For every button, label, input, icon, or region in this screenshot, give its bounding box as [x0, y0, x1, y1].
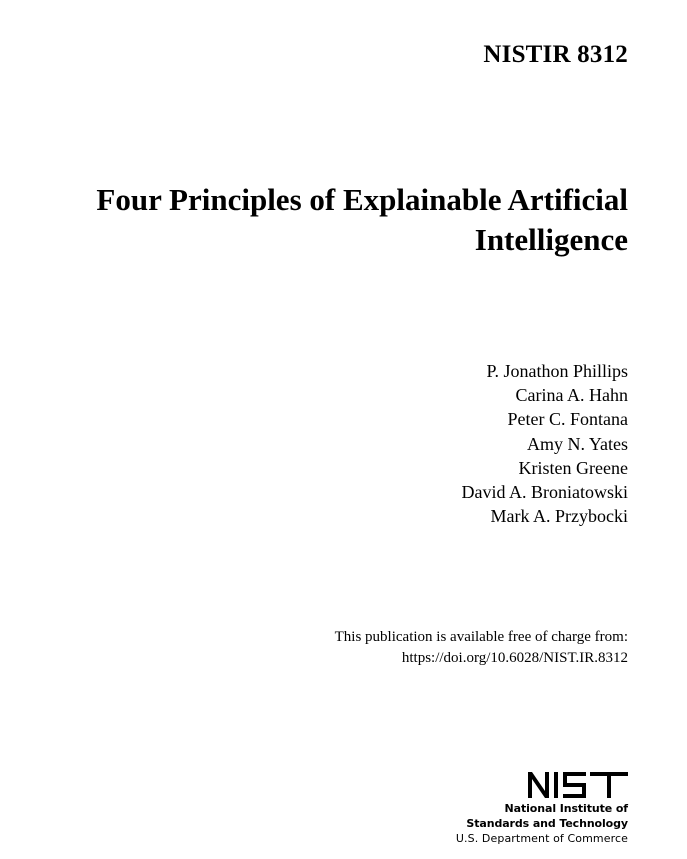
- document-title: [8, 180, 628, 260]
- nist-logo-block: [456, 770, 628, 846]
- doi-link[interactable]: https://doi.org/10.6028/NIST.IR.8312: [401, 650, 628, 666]
- author-name: Carina A. Hahn: [515, 385, 628, 406]
- title-line-2: Intelligence: [474, 222, 628, 257]
- author-name: Mark A. Przybocki: [490, 506, 628, 527]
- author-name: P. Jonathon Phillips: [486, 361, 628, 381]
- nist-logo-icon: [528, 770, 628, 798]
- nist-name-line-1: National Institute of: [504, 802, 628, 815]
- nist-department: U.S. Department of Commerce: [455, 832, 628, 845]
- availability-text: This publication is available free of charge from:: [334, 629, 628, 645]
- author-name: Amy N. Yates: [526, 433, 628, 454]
- report-number: NISTIR 8312: [483, 41, 628, 68]
- author-name: Kristen Greene: [518, 457, 628, 478]
- title-line-1: Four Principles of Explainable Artificial: [96, 182, 628, 217]
- nist-name-line-2: Standards and Technology: [466, 817, 628, 830]
- author-list: [462, 359, 629, 528]
- author-name: David A. Broniatowski: [461, 482, 628, 503]
- availability-notice: [335, 627, 628, 669]
- author-name: Peter C. Fontana: [507, 409, 628, 430]
